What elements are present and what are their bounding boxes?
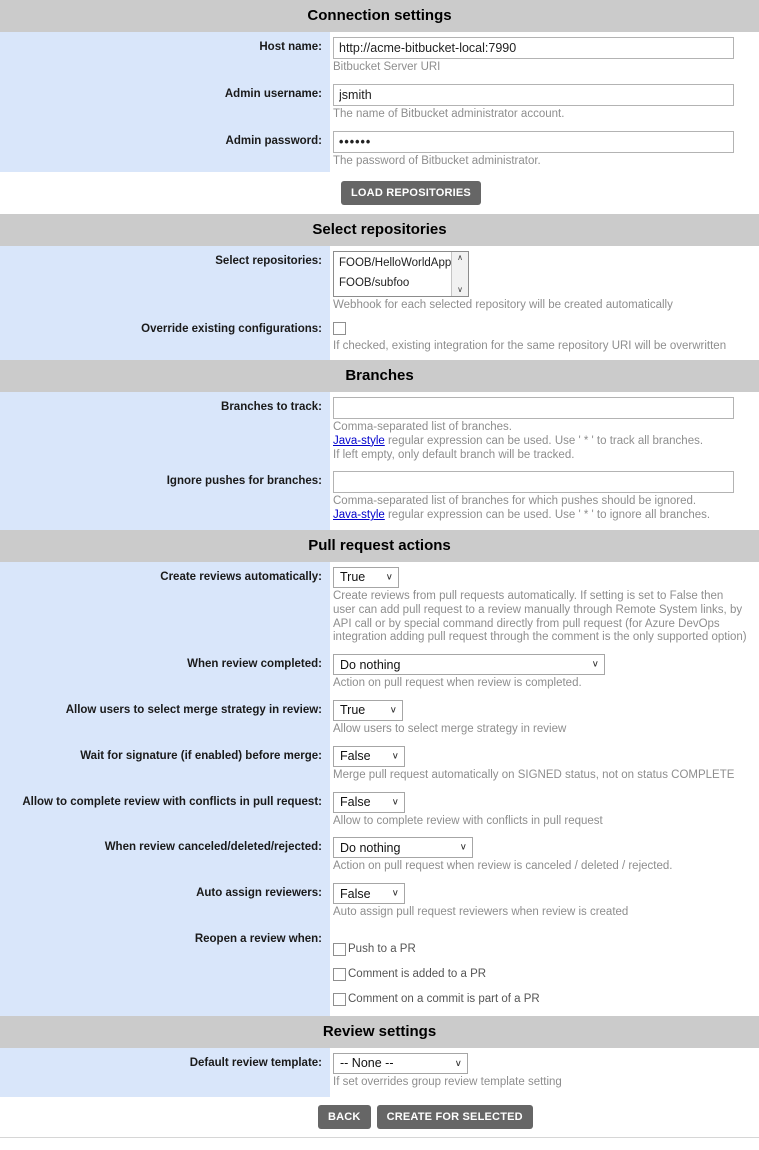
scroll-down-icon[interactable]: ∨ [457, 285, 463, 295]
override-configurations-label: Override existing configurations: [0, 317, 330, 360]
repositories-listbox[interactable] [333, 251, 469, 297]
default-template-label: Default review template: [0, 1048, 330, 1097]
chevron-down-icon: ∨ [385, 572, 393, 583]
merge-strategy-select[interactable] [333, 700, 403, 721]
reopen-push-label: Push to a PR [348, 943, 416, 956]
admin-username-help: The name of Bitbucket administrator account. [333, 107, 565, 120]
complete-conflicts-label: Allow to complete review with conflicts in pull request: [0, 787, 330, 833]
auto-assign-value: False [340, 886, 371, 901]
chevron-down-icon: ∨ [459, 842, 467, 853]
admin-password-input[interactable] [333, 131, 734, 153]
admin-username-label: Admin username: [0, 79, 330, 126]
wait-signature-row [0, 741, 759, 787]
section-header-pull-request-actions: Pull request actions [0, 530, 759, 562]
load-repositories-row [0, 172, 759, 214]
create-reviews-select[interactable] [333, 567, 399, 588]
branches-to-track-help-line1: Comma-separated list of branches. [333, 420, 512, 433]
host-name-help: Bitbucket Server URI [333, 61, 441, 73]
override-configurations-help: If checked, existing integration for the same repository URI will be overwritten [333, 340, 727, 353]
create-reviews-value: True [340, 570, 366, 585]
branches-to-track-help-line3: If left empty, only default branch will be tracked. [333, 448, 575, 461]
when-review-completed-row [0, 649, 759, 695]
chevron-down-icon: ∨ [391, 888, 399, 899]
reopen-commit-comment-label: Comment on a commit is part of a PR [348, 993, 540, 1006]
when-review-canceled-row [0, 832, 759, 878]
repository-option[interactable]: FOOB/HelloWorldApp [339, 257, 451, 270]
chevron-down-icon: ∨ [591, 659, 599, 670]
ignore-pushes-help-line2-rest: regular expression can be used. Use ' * ' to ignore all branches. [384, 509, 711, 522]
section-header-connection-settings: Connection settings [0, 0, 759, 32]
complete-conflicts-help: Allow to complete review with conflicts in pull request [333, 814, 603, 827]
admin-username-input[interactable] [333, 84, 734, 106]
footer-buttons-row [0, 1097, 759, 1137]
reopen-comment-added-label: Comment is added to a PR [348, 968, 487, 981]
complete-conflicts-value: False [340, 795, 371, 810]
create-reviews-help: Create reviews from pull requests automatically. If setting is set to False then user can add pull request to a review manually through Remote System links, by API call or by special command directly from pull request (for Azure DevOps integration adding pull request through the comment is the only supported option) [333, 589, 747, 644]
branches-to-track-input[interactable] [333, 397, 734, 419]
branches-to-track-help-line2 [333, 435, 747, 449]
bottom-divider [0, 1137, 759, 1150]
admin-password-row [0, 126, 759, 173]
chevron-down-icon: ∨ [454, 1058, 462, 1069]
ignore-pushes-label: Ignore pushes for branches: [0, 466, 330, 530]
auto-assign-label: Auto assign reviewers: [0, 878, 330, 924]
host-name-input[interactable] [333, 37, 734, 59]
host-name-label: Host name: [0, 32, 330, 79]
wait-signature-label: Wait for signature (if enabled) before merge: [0, 741, 330, 787]
when-review-canceled-select[interactable] [333, 837, 473, 858]
section-header-select-repositories: Select repositories [0, 214, 759, 246]
back-button[interactable]: BACK [318, 1105, 371, 1129]
default-template-value: -- None -- [340, 1056, 394, 1071]
auto-assign-help: Auto assign pull request reviewers when review is created [333, 906, 629, 919]
create-reviews-label: Create reviews automatically: [0, 562, 330, 649]
chevron-down-icon: ∨ [389, 705, 397, 716]
auto-assign-row [0, 878, 759, 924]
load-repositories-button[interactable]: LOAD REPOSITORIES [341, 181, 481, 205]
complete-conflicts-row [0, 787, 759, 833]
create-reviews-row [0, 562, 759, 649]
branches-to-track-help-line2-rest: regular expression can be used. Use ' * ' to track all branches. [384, 434, 704, 447]
ignore-pushes-row [0, 466, 759, 530]
branches-to-track-row [0, 392, 759, 466]
reopen-review-label: Reopen a review when: [0, 924, 330, 1016]
wait-signature-value: False [340, 749, 371, 764]
ignore-pushes-input[interactable] [333, 471, 734, 493]
select-repositories-label: Select repositories: [0, 246, 330, 317]
section-header-branches: Branches [0, 360, 759, 392]
ignore-pushes-help-line2 [333, 509, 747, 523]
java-style-link[interactable]: Java-style [333, 509, 385, 522]
auto-assign-select[interactable] [333, 883, 405, 904]
merge-strategy-value: True [340, 703, 366, 718]
admin-username-row [0, 79, 759, 126]
when-review-completed-label: When review completed: [0, 649, 330, 695]
wait-signature-help: Merge pull request automatically on SIGNED status, not on status COMPLETE [333, 768, 735, 781]
listbox-scrollbar[interactable] [451, 252, 468, 296]
reopen-comment-added-checkbox[interactable] [333, 968, 346, 981]
when-review-completed-value: Do nothing [340, 657, 401, 672]
select-repositories-help: Webhook for each selected repository will be created automatically [333, 299, 673, 312]
repository-option[interactable]: FOOB/subfoo [339, 277, 410, 290]
ignore-pushes-help-line1: Comma-separated list of branches for which pushes should be ignored. [333, 495, 697, 508]
when-review-canceled-label: When review canceled/deleted/rejected: [0, 832, 330, 878]
java-style-link[interactable]: Java-style [333, 434, 385, 447]
admin-password-label: Admin password: [0, 126, 330, 173]
merge-strategy-row [0, 695, 759, 741]
reopen-commit-comment-checkbox[interactable] [333, 993, 346, 1006]
select-repositories-row [0, 246, 759, 317]
default-template-help: If set overrides group review template setting [333, 1075, 562, 1088]
admin-password-help: The password of Bitbucket administrator. [333, 154, 541, 167]
override-configurations-row [0, 317, 759, 360]
create-for-selected-button[interactable]: CREATE FOR SELECTED [377, 1105, 533, 1129]
host-name-row [0, 32, 759, 79]
default-template-row [0, 1048, 759, 1097]
reopen-review-row [0, 924, 759, 1016]
complete-conflicts-select[interactable] [333, 792, 405, 813]
section-header-review-settings: Review settings [0, 1016, 759, 1048]
chevron-down-icon: ∨ [391, 797, 399, 807]
when-review-completed-help: Action on pull request when review is completed. [333, 677, 582, 690]
default-template-select[interactable] [333, 1053, 468, 1074]
branches-to-track-label: Branches to track: [0, 392, 330, 466]
when-review-canceled-value: Do nothing [340, 840, 401, 855]
chevron-down-icon: ∨ [391, 751, 399, 762]
when-review-canceled-help: Action on pull request when review is canceled / deleted / rejected. [333, 860, 673, 873]
override-configurations-checkbox[interactable] [333, 322, 346, 335]
merge-strategy-label: Allow users to select merge strategy in review: [0, 695, 330, 741]
when-review-completed-select[interactable] [333, 654, 605, 675]
scroll-up-icon[interactable]: ∧ [457, 253, 463, 263]
reopen-push-checkbox[interactable] [333, 943, 346, 956]
merge-strategy-help: Allow users to select merge strategy in review [333, 722, 567, 735]
wait-signature-select[interactable] [333, 746, 405, 767]
